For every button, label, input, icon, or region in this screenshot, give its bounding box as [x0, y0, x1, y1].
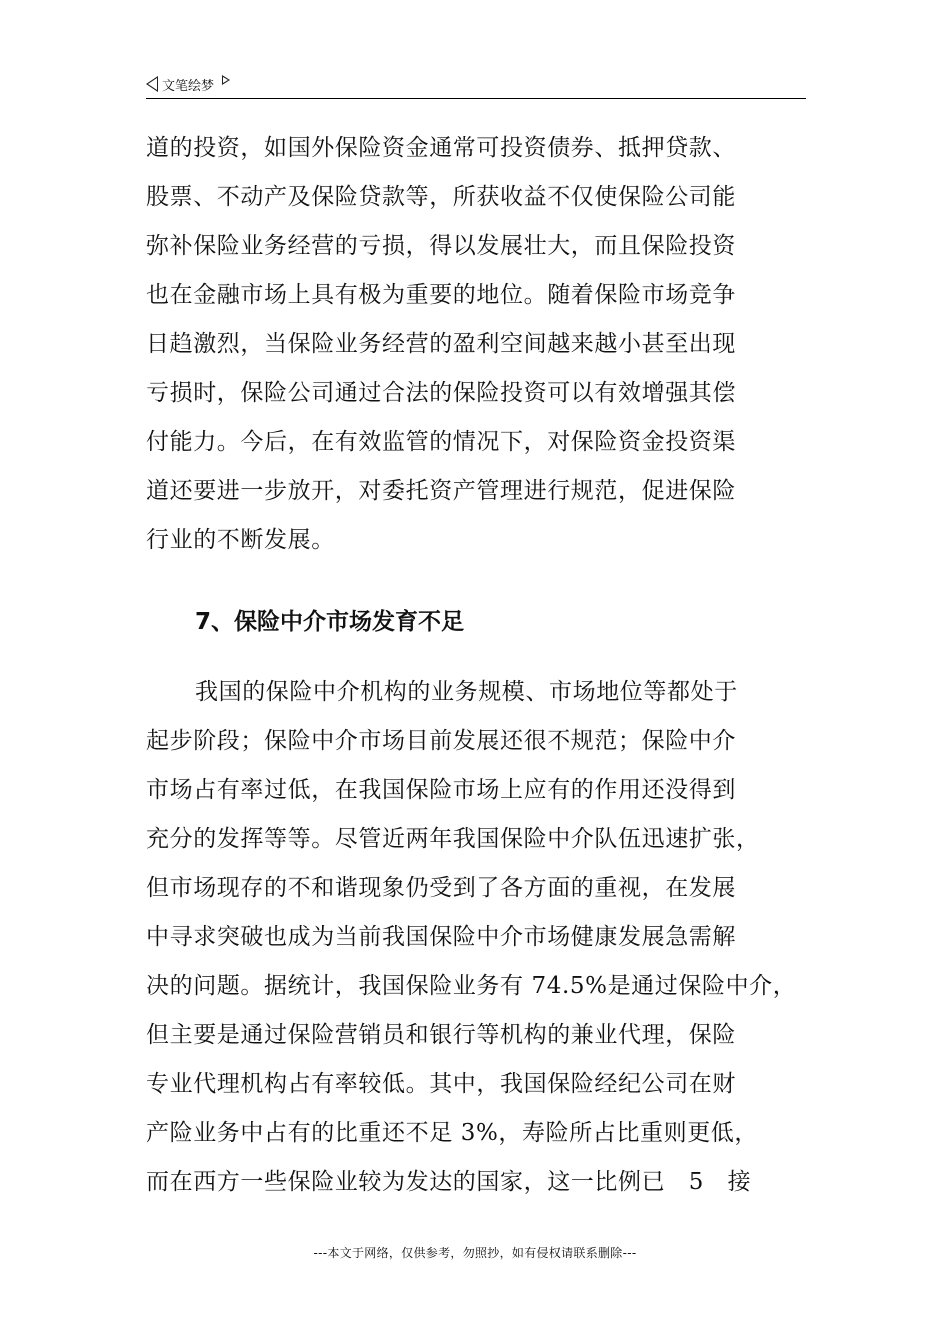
text-line: 产险业务中占有的比重还不足 3%，寿险所占比重则更低，: [146, 1120, 758, 1146]
triangle-right-icon: [222, 75, 230, 85]
text-line: 日趋激烈，当保险业务经营的盈利空间越来越小甚至出现: [146, 331, 736, 357]
header-brand: [146, 74, 230, 94]
page-header: [146, 72, 806, 99]
text-line: 专业代理机构占有率较低。其中，我国保险经纪公司在财: [146, 1071, 736, 1097]
paragraph-2: [146, 668, 806, 1207]
text-line: 但市场现存的不和谐现象仍受到了各方面的重视，在发展: [146, 875, 736, 901]
section-heading: 7、保险中介市场发育不足: [195, 609, 465, 635]
text-line: 道还要进一步放开，对委托资产管理进行规范，促进保险: [146, 478, 736, 504]
text-line: 市场占有率过低，在我国保险市场上应有的作用还没得到: [146, 777, 736, 803]
paragraph-1: [146, 124, 806, 565]
text-line: 中寻求突破也成为当前我国保险中介市场健康发展急需解: [146, 924, 736, 950]
text-line: 而在西方一些保险业较为发达的国家，这一比例已 5 接: [146, 1169, 752, 1195]
page-footer: ---本文于网络，仅供参考，勿照抄，如有侵权请联系删除---: [313, 1246, 637, 1260]
text-line: 股票、不动产及保险贷款等，所获收益不仅使保险公司能: [146, 184, 736, 210]
triangle-left-icon: [146, 76, 158, 92]
text-line: 但主要是通过保险营销员和银行等机构的兼业代理，保险: [146, 1022, 736, 1048]
text-line: 弥补保险业务经营的亏损，得以发展壮大，而且保险投资: [146, 233, 736, 259]
text-line: 起步阶段；保险中介市场目前发展还很不规范；保险中介: [146, 728, 736, 754]
text-line: 也在金融市场上具有极为重要的地位。随着保险市场竞争: [146, 282, 736, 308]
header-title: 文笔绘梦: [162, 78, 215, 94]
text-line: 行业的不断发展。: [146, 527, 335, 553]
text-line: 充分的发挥等等。尽管近两年我国保险中介队伍迅速扩张，: [146, 826, 760, 852]
text-line: 道的投资，如国外保险资金通常可投资债券、抵押贷款、: [146, 135, 736, 161]
text-line: 亏损时，保险公司通过合法的保险投资可以有效增强其偿: [146, 380, 736, 406]
text-line: 我国的保险中介机构的业务规模、市场地位等都处于: [195, 679, 738, 705]
text-line: 付能力。今后，在有效监管的情况下，对保险资金投资渠: [146, 429, 736, 455]
text-line: 决的问题。据统计，我国保险业务有 74.5%是通过保险中介，: [146, 973, 797, 999]
